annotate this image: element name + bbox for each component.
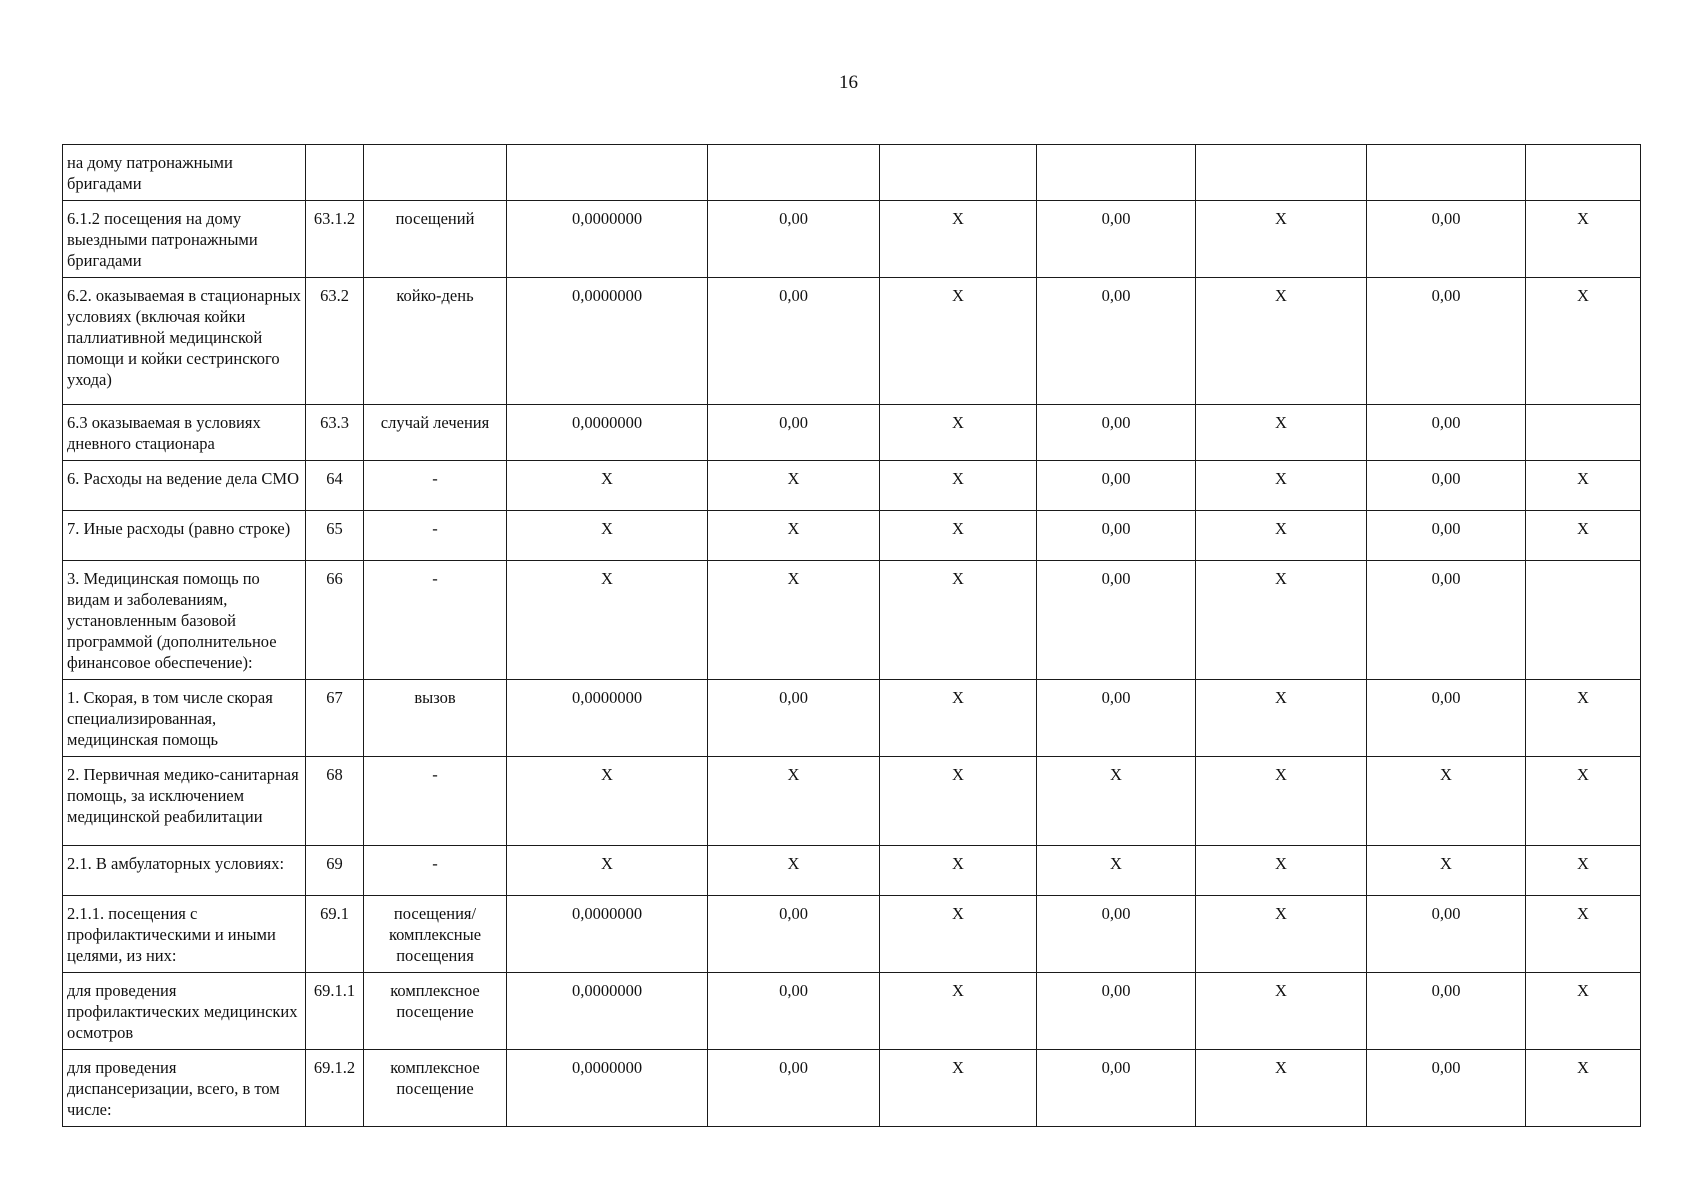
- row-name: 7. Иные расходы (равно строке): [63, 511, 306, 561]
- row-code: 63.3: [306, 405, 364, 461]
- cell-col10: X: [1526, 680, 1641, 757]
- cell-col4: X: [507, 561, 708, 680]
- table-row: [63, 680, 1641, 757]
- row-unit: -: [364, 561, 507, 680]
- cell-col8: X: [1196, 561, 1367, 680]
- cell-col6: X: [880, 461, 1037, 511]
- cell-col8: X: [1196, 973, 1367, 1050]
- cell-col7: X: [1037, 757, 1196, 846]
- row-name: 6. Расходы на ведение дела СМО: [63, 461, 306, 511]
- cell-col6: X: [880, 1050, 1037, 1127]
- row-unit: -: [364, 511, 507, 561]
- cell-col8: X: [1196, 680, 1367, 757]
- page-number: 16: [839, 72, 858, 93]
- row-name: 6.1.2 посещения на дому выездными патронажными бригадами: [63, 201, 306, 278]
- cell-col10: X: [1526, 461, 1641, 511]
- cell-col6: [880, 145, 1037, 201]
- table-row: [63, 1050, 1641, 1127]
- row-code: 69: [306, 846, 364, 896]
- table-row: [63, 461, 1641, 511]
- row-name: 1. Скорая, в том числе скорая специализированная, медицинская помощь: [63, 680, 306, 757]
- row-name: для проведения профилактических медицинских осмотров: [63, 973, 306, 1050]
- row-unit: посещения/комплексные посещения: [364, 896, 507, 973]
- cell-col6: X: [880, 680, 1037, 757]
- cell-col6: X: [880, 973, 1037, 1050]
- cell-col5: [708, 145, 880, 201]
- row-unit: комплексное посещение: [364, 1050, 507, 1127]
- table-row: [63, 278, 1641, 405]
- row-code: 66: [306, 561, 364, 680]
- cell-col7: 0,00: [1037, 201, 1196, 278]
- row-name: на дому патронажными бригадами: [63, 145, 306, 201]
- cell-col10: X: [1526, 846, 1641, 896]
- row-code: 67: [306, 680, 364, 757]
- cell-col9: 0,00: [1367, 1050, 1526, 1127]
- cell-col9: 0,00: [1367, 461, 1526, 511]
- cell-col5: 0,00: [708, 680, 880, 757]
- cell-col7: 0,00: [1037, 278, 1196, 405]
- row-name: 3. Медицинская помощь по видам и заболеваниям, установленным базовой программой (дополнительное финансовое обеспечение):: [63, 561, 306, 680]
- cell-col4: 0,0000000: [507, 680, 708, 757]
- cell-col8: X: [1196, 511, 1367, 561]
- cell-col8: X: [1196, 461, 1367, 511]
- cell-col10: [1526, 405, 1641, 461]
- cell-col10: X: [1526, 757, 1641, 846]
- cell-col6: X: [880, 405, 1037, 461]
- row-code: 64: [306, 461, 364, 511]
- cell-col8: X: [1196, 201, 1367, 278]
- cell-col6: X: [880, 561, 1037, 680]
- table-row: [63, 201, 1641, 278]
- cell-col10: X: [1526, 1050, 1641, 1127]
- cell-col4: 0,0000000: [507, 973, 708, 1050]
- row-code: 68: [306, 757, 364, 846]
- cell-col4: X: [507, 461, 708, 511]
- cell-col7: [1037, 145, 1196, 201]
- table-row: [63, 511, 1641, 561]
- cell-col4: 0,0000000: [507, 201, 708, 278]
- financing-table: [62, 144, 1641, 1127]
- cell-col5: 0,00: [708, 201, 880, 278]
- cell-col4: 0,0000000: [507, 405, 708, 461]
- cell-col9: 0,00: [1367, 405, 1526, 461]
- cell-col9: 0,00: [1367, 680, 1526, 757]
- cell-col5: X: [708, 461, 880, 511]
- cell-col7: 0,00: [1037, 511, 1196, 561]
- row-name: 2. Первичная медико-санитарная помощь, за исключением медицинской реабилитации: [63, 757, 306, 846]
- row-name: 2.1.1. посещения с профилактическими и иными целями, из них:: [63, 896, 306, 973]
- cell-col5: X: [708, 757, 880, 846]
- cell-col9: [1367, 145, 1526, 201]
- cell-col8: X: [1196, 757, 1367, 846]
- cell-col7: 0,00: [1037, 405, 1196, 461]
- row-name: 2.1. В амбулаторных условиях:: [63, 846, 306, 896]
- row-unit: вызов: [364, 680, 507, 757]
- cell-col9: 0,00: [1367, 278, 1526, 405]
- row-name: для проведения диспансеризации, всего, в том числе:: [63, 1050, 306, 1127]
- row-code: [306, 145, 364, 201]
- cell-col7: 0,00: [1037, 680, 1196, 757]
- row-code: 65: [306, 511, 364, 561]
- cell-col10: X: [1526, 896, 1641, 973]
- row-code: 69.1.2: [306, 1050, 364, 1127]
- cell-col9: X: [1367, 846, 1526, 896]
- cell-col4: X: [507, 511, 708, 561]
- cell-col5: 0,00: [708, 405, 880, 461]
- cell-col4: 0,0000000: [507, 278, 708, 405]
- cell-col10: X: [1526, 973, 1641, 1050]
- row-unit: [364, 145, 507, 201]
- cell-col7: 0,00: [1037, 461, 1196, 511]
- cell-col6: X: [880, 896, 1037, 973]
- cell-col5: X: [708, 561, 880, 680]
- cell-col7: 0,00: [1037, 896, 1196, 973]
- table-row: [63, 757, 1641, 846]
- table-row: [63, 561, 1641, 680]
- row-unit: -: [364, 757, 507, 846]
- cell-col7: 0,00: [1037, 1050, 1196, 1127]
- cell-col10: X: [1526, 201, 1641, 278]
- row-code: 69.1: [306, 896, 364, 973]
- cell-col10: [1526, 145, 1641, 201]
- cell-col5: 0,00: [708, 278, 880, 405]
- cell-col8: X: [1196, 405, 1367, 461]
- table-row: [63, 145, 1641, 201]
- cell-col8: X: [1196, 846, 1367, 896]
- cell-col4: 0,0000000: [507, 1050, 708, 1127]
- table-row: [63, 846, 1641, 896]
- table-row: [63, 405, 1641, 461]
- cell-col9: X: [1367, 757, 1526, 846]
- table-row: [63, 896, 1641, 973]
- cell-col8: X: [1196, 278, 1367, 405]
- cell-col5: 0,00: [708, 896, 880, 973]
- row-unit: случай лечения: [364, 405, 507, 461]
- cell-col10: X: [1526, 511, 1641, 561]
- cell-col6: X: [880, 278, 1037, 405]
- cell-col8: [1196, 145, 1367, 201]
- row-code: 69.1.1: [306, 973, 364, 1050]
- cell-col5: X: [708, 511, 880, 561]
- cell-col6: X: [880, 757, 1037, 846]
- table-body: [63, 145, 1641, 1127]
- row-name: 6.2. оказываемая в стационарных условиях (включая койки паллиативной медицинской помощи и койки сестринского ухода): [63, 278, 306, 405]
- cell-col4: X: [507, 846, 708, 896]
- cell-col10: [1526, 561, 1641, 680]
- row-code: 63.1.2: [306, 201, 364, 278]
- row-unit: посещений: [364, 201, 507, 278]
- cell-col6: X: [880, 846, 1037, 896]
- row-unit: койко-день: [364, 278, 507, 405]
- cell-col9: 0,00: [1367, 896, 1526, 973]
- cell-col8: X: [1196, 896, 1367, 973]
- cell-col5: 0,00: [708, 973, 880, 1050]
- cell-col9: 0,00: [1367, 973, 1526, 1050]
- row-code: 63.2: [306, 278, 364, 405]
- cell-col4: X: [507, 757, 708, 846]
- cell-col4: [507, 145, 708, 201]
- cell-col7: 0,00: [1037, 973, 1196, 1050]
- cell-col9: 0,00: [1367, 561, 1526, 680]
- cell-col8: X: [1196, 1050, 1367, 1127]
- cell-col9: 0,00: [1367, 201, 1526, 278]
- cell-col7: 0,00: [1037, 561, 1196, 680]
- cell-col5: 0,00: [708, 1050, 880, 1127]
- row-name: 6.3 оказываемая в условиях дневного стационара: [63, 405, 306, 461]
- cell-col7: X: [1037, 846, 1196, 896]
- cell-col6: X: [880, 201, 1037, 278]
- cell-col6: X: [880, 511, 1037, 561]
- cell-col9: 0,00: [1367, 511, 1526, 561]
- cell-col5: X: [708, 846, 880, 896]
- row-unit: -: [364, 461, 507, 511]
- row-unit: -: [364, 846, 507, 896]
- cell-col10: X: [1526, 278, 1641, 405]
- cell-col4: 0,0000000: [507, 896, 708, 973]
- table-row: [63, 973, 1641, 1050]
- row-unit: комплексное посещение: [364, 973, 507, 1050]
